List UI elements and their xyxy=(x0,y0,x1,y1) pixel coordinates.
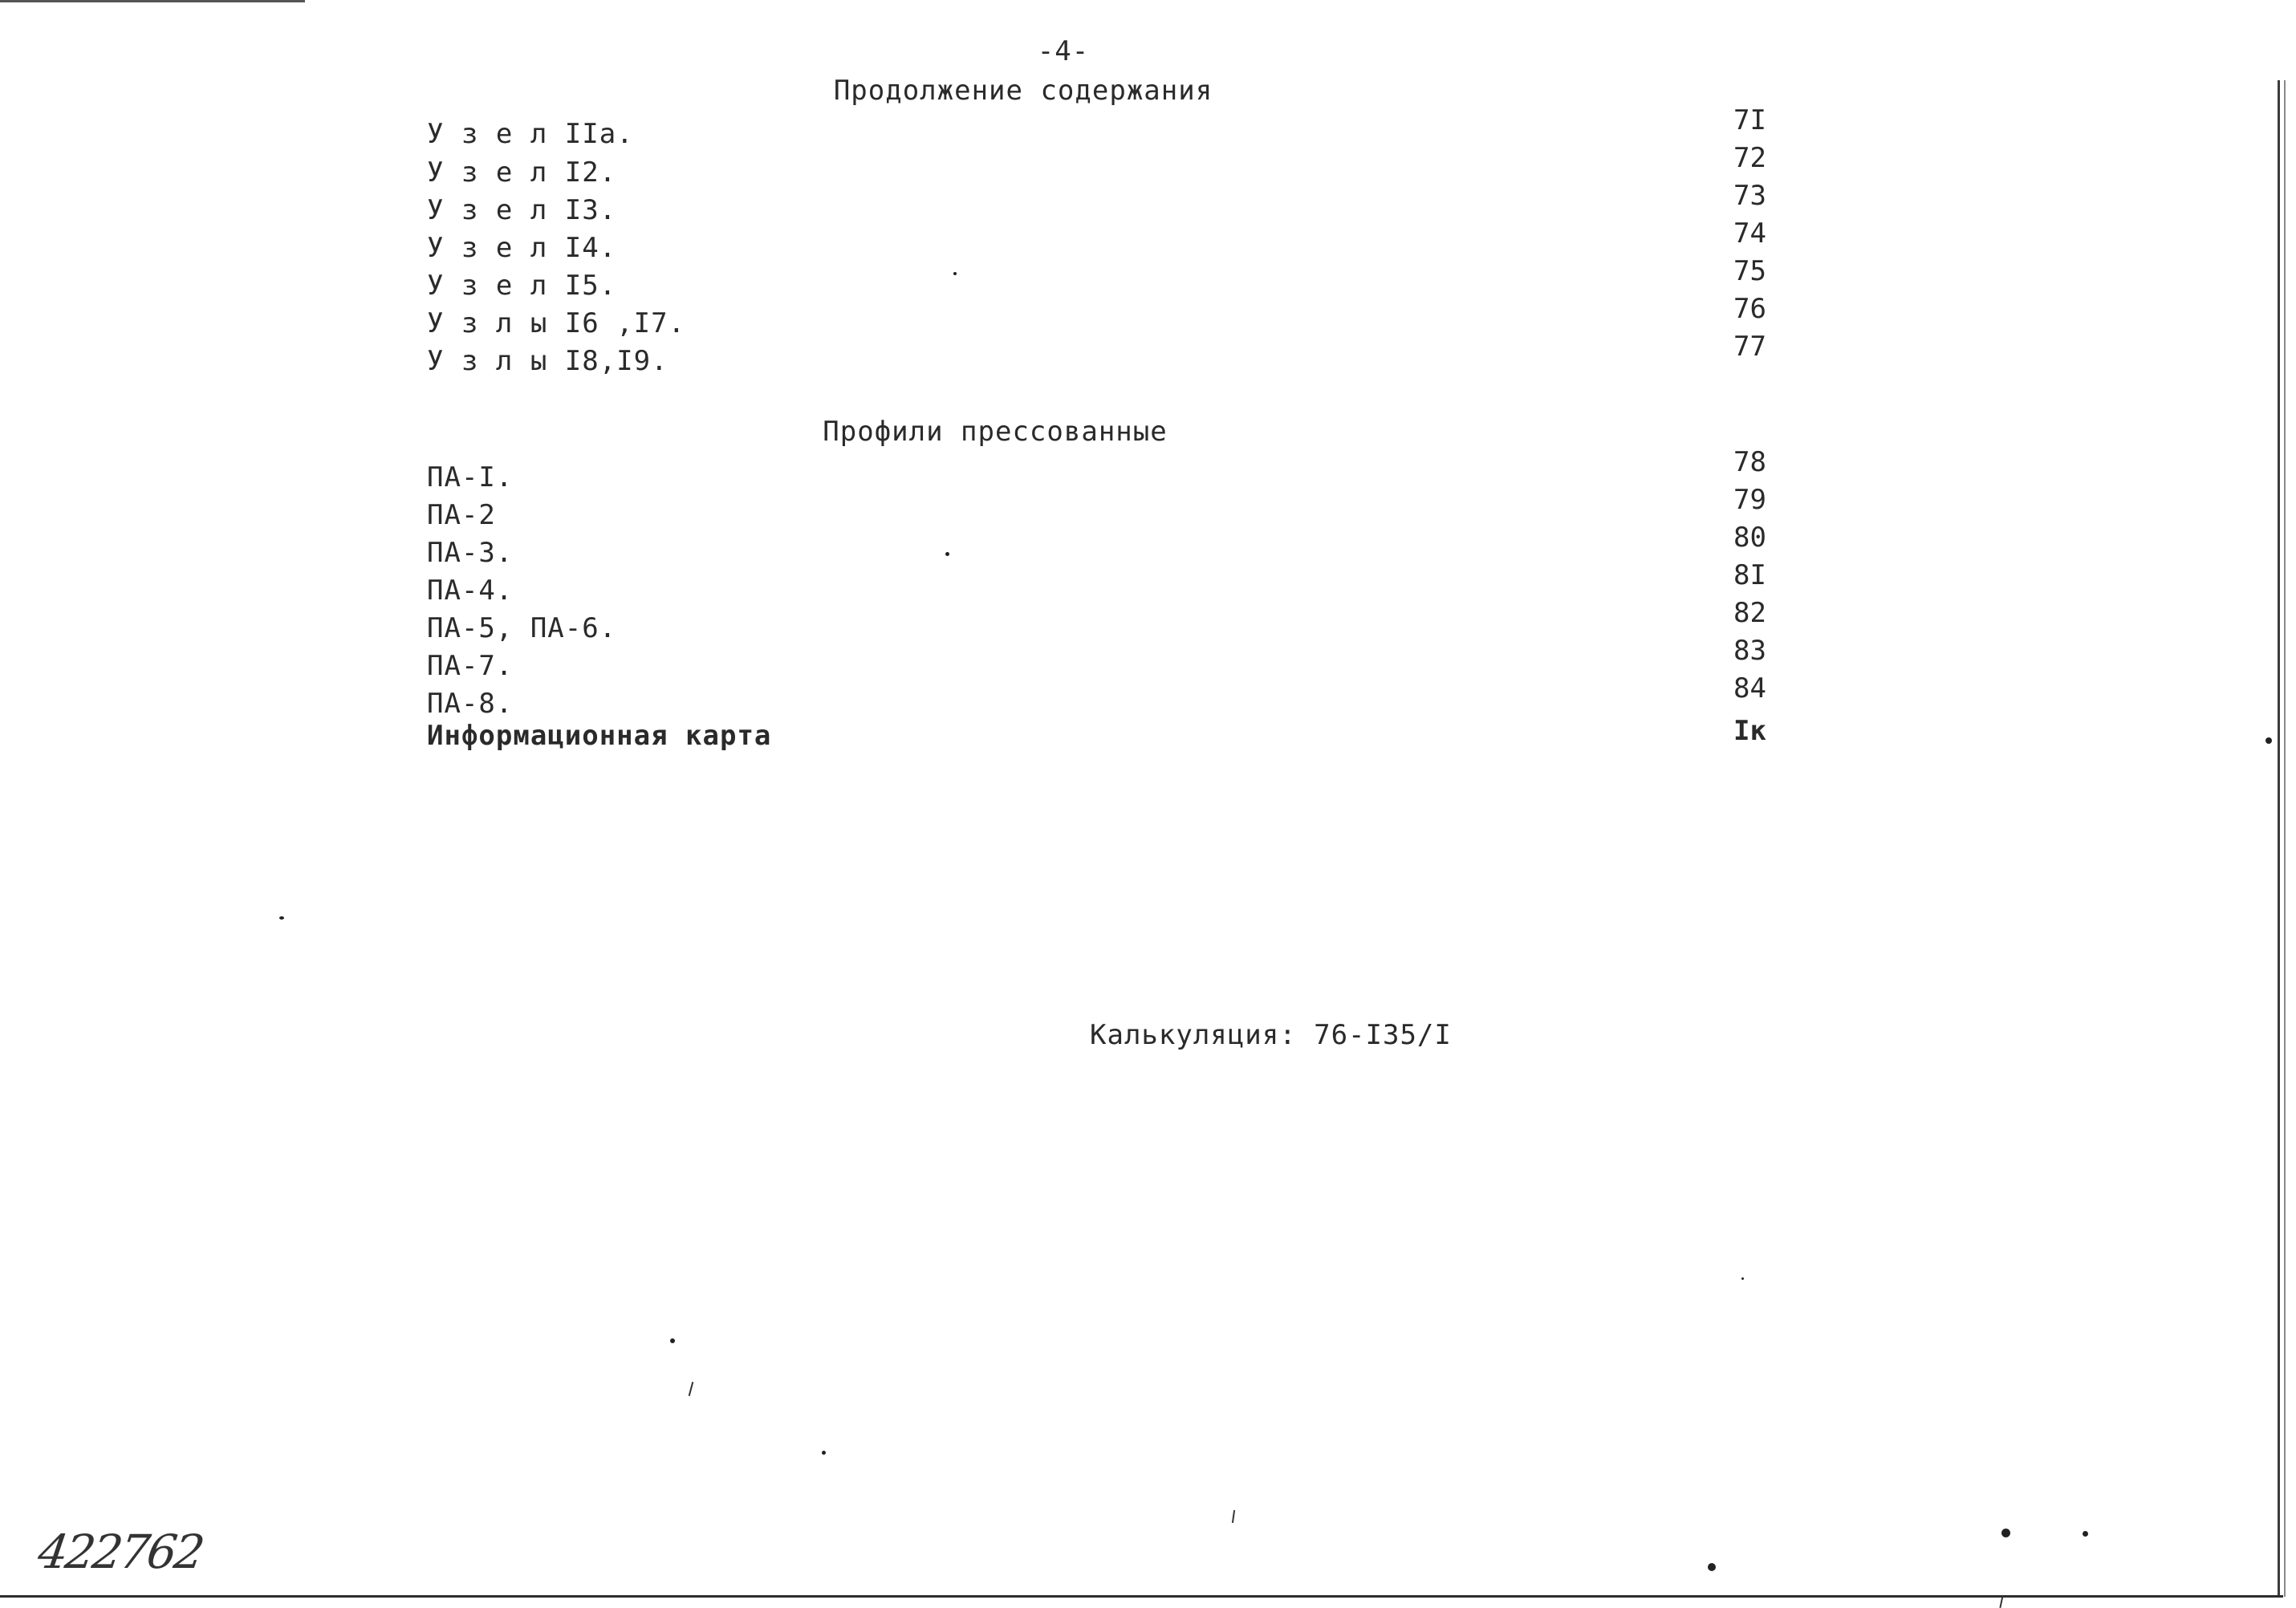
toc-entry-label: У з е л IIа. xyxy=(427,118,634,150)
frame-bottom-border xyxy=(0,1595,2283,1598)
scan-speck xyxy=(2001,1529,2010,1537)
toc-entry-page: 82 xyxy=(1733,597,1766,629)
toc-entry-page: 77 xyxy=(1733,331,1766,363)
toc-entry-label: ПА-4. xyxy=(427,575,514,607)
toc-entry-page: 76 xyxy=(1733,293,1766,325)
toc-entry-page: 73 xyxy=(1733,180,1766,212)
toc-entry-label: У з л ы I8,I9. xyxy=(427,345,668,377)
info-card-label: Информационная карта xyxy=(427,720,772,752)
scan-speck xyxy=(2083,1531,2088,1537)
info-card-page: Iк xyxy=(1733,715,1766,747)
toc-entry-page: 7I xyxy=(1733,104,1766,136)
toc-entry-label: У з е л I4. xyxy=(427,232,617,264)
frame-right-border xyxy=(2278,80,2280,1597)
section-title: Профили прессованные xyxy=(823,416,1168,448)
page-marker: -4- xyxy=(1037,35,1090,67)
toc-entry-label: У з л ы I6 ,I7. xyxy=(427,307,686,339)
toc-entry-page: 72 xyxy=(1733,142,1766,174)
inventory-number: 422762 xyxy=(35,1525,206,1579)
frame-right-border-inner xyxy=(2284,80,2286,1597)
scan-scratch xyxy=(689,1382,694,1396)
frame-top-edge xyxy=(0,0,305,2)
toc-entry-page: 74 xyxy=(1733,217,1766,250)
scan-speck xyxy=(945,552,949,556)
toc-entry-page: 78 xyxy=(1733,446,1766,478)
calculation-reference: Калькуляция: 76-I35/I xyxy=(1090,1019,1452,1051)
page-title: Продолжение содержания xyxy=(833,75,1213,107)
scan-speck xyxy=(279,916,284,920)
toc-entry-label: У з е л I3. xyxy=(427,194,617,226)
toc-entry-label: ПА-I. xyxy=(427,461,514,493)
toc-entry-label: ПА-5, ПА-6. xyxy=(427,612,617,644)
toc-entry-page: 83 xyxy=(1733,635,1766,667)
scan-scratch xyxy=(1232,1510,1235,1523)
toc-entry-label: У з е л I5. xyxy=(427,270,617,302)
toc-entry-page: 75 xyxy=(1733,255,1766,287)
toc-entry-label: ПА-3. xyxy=(427,537,514,569)
toc-entry-label: ПА-8. xyxy=(427,688,514,720)
scan-speck xyxy=(822,1451,826,1455)
toc-entry-label: ПА-7. xyxy=(427,650,514,682)
scan-speck xyxy=(2266,737,2272,744)
scan-speck xyxy=(1708,1563,1716,1571)
toc-entry-label: У з е л I2. xyxy=(427,156,617,189)
toc-entry-page: 80 xyxy=(1733,522,1766,554)
toc-entry-page: 79 xyxy=(1733,484,1766,516)
scan-speck xyxy=(953,272,957,275)
toc-entry-page: 84 xyxy=(1733,672,1766,705)
scan-speck xyxy=(1741,1277,1744,1280)
toc-entry-page: 8I xyxy=(1733,559,1766,591)
toc-entry-label: ПА-2 xyxy=(427,499,496,531)
scan-speck xyxy=(670,1338,675,1343)
